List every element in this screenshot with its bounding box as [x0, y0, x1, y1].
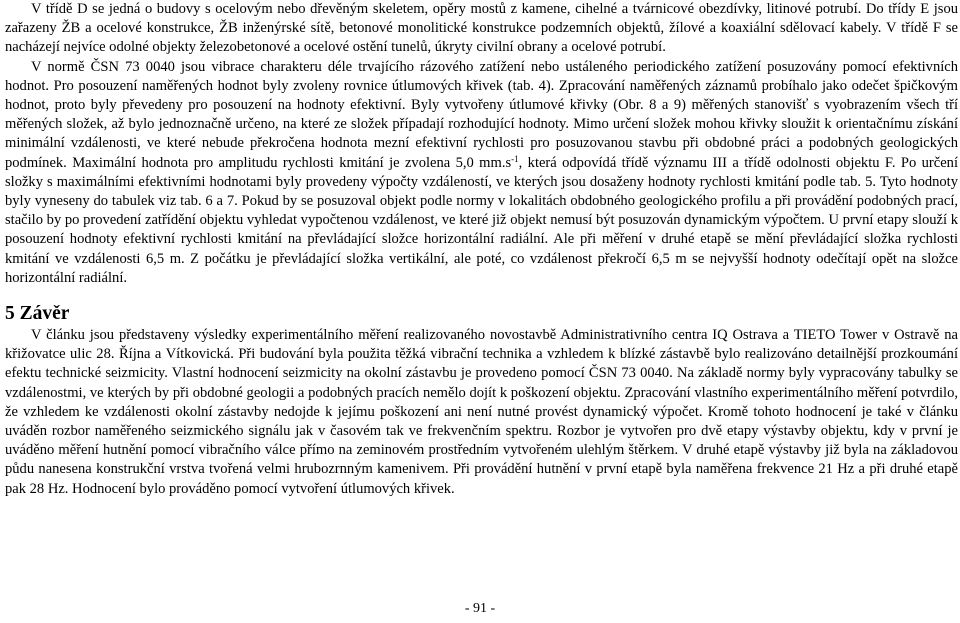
page-number: - 91 - [464, 601, 496, 616]
paragraph-norm-evaluation [5, 58, 958, 288]
paragraph-text: V článku jsou představeny výsledky experimentálního měření realizovaného novostavbě Administrativního centra IQ Ostrava a TIETO Tower v Ostravě na křižovatce ulic 28. Října a Vítkovická. Při budování byla použita těžká vibrační technika a vzhledem k blízké zástavbě bylo realizováno detailnější prozkoumání efektu technické seizmicity. Vlastní hodnocení seizmicity na okolní zástavbu je provedeno pomocí ČSN 73 0040. Na základě normy byly vypracovány tabulky se vzdálenostmi, ve kterých by při obdobné geologii a podobných pracích nemělo dojít k poškození objektu. Zpracování vlastního experimentálního měření potvrdilo, že vzhledem ke vzdálenosti okolní zástavby nedojde k jejímu poškození ani není nutné provést dynamický výpočet. Kromě tohoto hodnocení je také v článku uváděn rozbor naměřeného seizmického signálu jak v časovém tak ve frekvenčním spektru. Rozbor je vytvořen pro dvě etapy výstavby objektu, kdy v první je uváděno měření hutnění pomocí vibračního válce přímo na zeminovém prostředním vytvořeném ulehlým štěrkem. V druhé etapě výstavby již byla na základovou půdu nanesena konstrukční vrstva tvořená velmi hrubozrnným kamenivem. Při provádění hutnění v první etapě byla naměřena frekvence 21 Hz a při druhé etapě pak 28 Hz. Hodnocení bylo prováděno pomocí vytvoření útlumových křivek. [5, 327, 958, 497]
paragraph-text-continued: , která odpovídá třídě významu III a třídě odolnosti objektu F. Po určení složky s maximálními efektivními hodnotami byly provedeny výpočty vzdáleností, ve kterých jsou dosaženy hodnoty rychlosti kmitání podle tab. 5. Tyto hodnoty byly vyneseny do tabulek viz tab. 6 a 7. Pokud by se posuzoval objekt podle normy v lokalitách obdobného geologického profilu a při provádění podobných prací, stačilo by po provedení zatřídění objektu vyhledat vypočtenou vzdálenost, ve které již objekt nemusí být posuzován dynamickým výpočtem. U první etapy slouží k posouzení hodnoty efektivní rychlosti kmitání na převládající složce horizontální radiální. Ale při měření v druhé etapě se mění převládající složka rychlosti kmitání ve vzdálenosti 6,5 m. Z počátku je převládající složka vertikální, ale poté, co vzdálenost překročí 6,5 m se nejvyšší hodnoty odečítají opět na složce horizontální radiální. [5, 154, 958, 286]
unit-exponent: -1 [511, 153, 519, 164]
paragraph-conclusion [5, 326, 958, 499]
document-page [5, 0, 958, 499]
paragraph-text: V třídě D se jedná o budovy s ocelovým nebo dřevěným skeletem, opěry mostů z kamene, cihelné a tvárnicové obezdívky, litinové potrubí. Do třídy E jsou zařazeny ŽB a ocelové konstrukce, ŽB inženýrské sítě, betonové monolitické konstrukce podzemních objektů, žílové a koaxiální sdělovací kabely. V třídě F se nacházejí nejvíce odolné objekty železobetonové a ocelové ostění tunelů, úkryty civilní obrany a ocelové potrubí. [5, 1, 958, 56]
paragraph-text: V normě ČSN 73 0040 jsou vibrace charakteru déle trvajícího rázového zatížení nebo ustáleného periodického zatížení posuzovány pomocí efektivních hodnot. Pro posouzení naměřených hodnot byly zvoleny rovnice útlumových křivek (tab. 4). Zpracování naměřených záznamů probíhalo jako odečet špičkovým hodnot, proto byly převedeny pro posouzení na hodnoty efektivní. Byly vytvořeny útlumové křivky (Obr. 8 a 9) měřených stanovišť s vyobrazením všech tří měřených složek, až bylo jednoznačně určeno, na které ze složek případají rozhodující hodnoty. Mimo určení složek mohou křivky sloužit k orientačnímu získání minimální vzdálenosti, ve které nebude překročena hodnota mezní efektivní rychlosti pro posuzovanou stavbu při obdobné práci a podobných geologických podmínek. Maximální hodnota pro amplitudu rychlosti kmitání je zvolena 5,0 mm.s [5, 58, 958, 171]
paragraph-object-classes [5, 0, 958, 58]
section-heading-conclusion: 5 Závěr [5, 303, 70, 325]
